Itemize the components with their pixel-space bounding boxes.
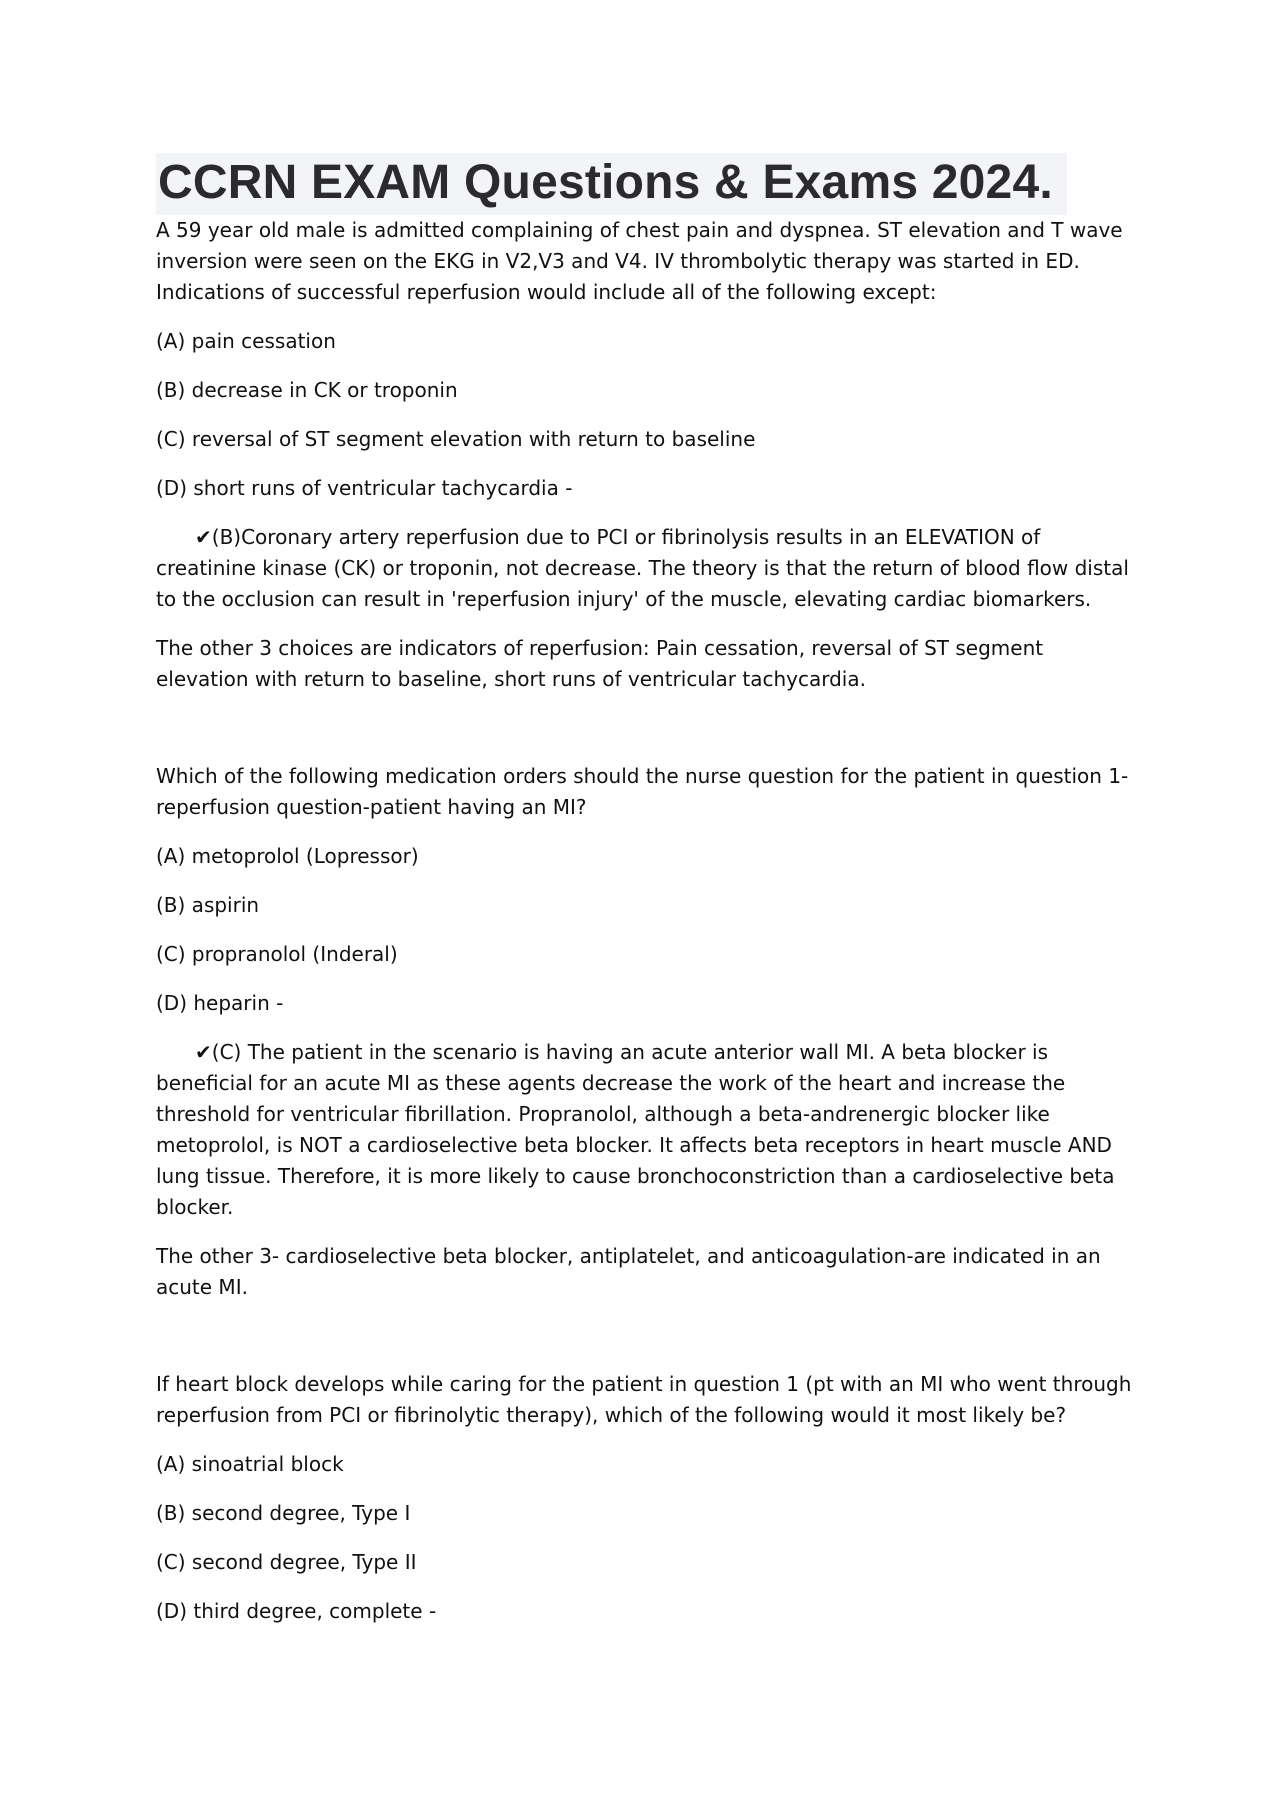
answer-option-a: (A) metoprolol (Lopressor) <box>156 844 419 868</box>
answer-rationale-text: (B)Coronary artery reperfusion due to PCI or fibrinolysis results in an ELEVATION of creatinine kinase (CK) or troponin, not decrease. The theory is that the return of blood flow distal to the occlusion can result in 'reperfusion injury' of the muscle, elevating cardiac biomarkers. <box>156 525 1129 611</box>
question-prompt: Which of the following medication orders should the nurse question for the patient in question 1- reperfusion question-patient having an MI? <box>156 764 1129 819</box>
question-3 <box>156 1369 1136 1627</box>
question-prompt: A 59 year old male is admitted complaining of chest pain and dyspnea. ST elevation and T wave inversion were seen on the EKG in V2,V3 and V4. IV thrombolytic therapy was started in ED. Indications of successful reperfusion would include all of the following except: <box>156 218 1123 304</box>
answer-option-a: (A) pain cessation <box>156 329 336 353</box>
section-spacer <box>156 1321 1136 1369</box>
question-2 <box>156 761 1136 1303</box>
document-title: CCRN EXAM Questions & Exams 2024. <box>156 153 1067 215</box>
answer-rationale-text: (C) The patient in the scenario is having an acute anterior wall MI. A beta blocker is beneficial for an acute MI as these agents decrease the work of the heart and increase the threshold for ventricular fibrillation. Propranolol, although a beta-andrenergic blocker like metoprolol, is NOT a cardioselective beta blocker. It affects beta receptors in heart muscle AND lung tissue. Therefore, it is more likely to cause bronchoconstriction than a cardioselective beta blocker. <box>156 1040 1115 1219</box>
answer-option-b: (B) decrease in CK or troponin <box>156 378 458 402</box>
answer-rationale <box>156 522 1136 615</box>
answer-explanation: The other 3 choices are indicators of reperfusion: Pain cessation, reversal of ST segment elevation with return to baseline, short runs of ventricular tachycardia. <box>156 636 1044 691</box>
question-prompt: If heart block develops while caring for the patient in question 1 (pt with an MI who went through reperfusion from PCI or fibrinolytic therapy), which of the following would it most likely be? <box>156 1372 1132 1427</box>
answer-option-b: (B) aspirin <box>156 893 260 917</box>
answer-option-d: (D) third degree, complete - <box>156 1599 437 1623</box>
answer-option-b: (B) second degree, Type I <box>156 1501 411 1525</box>
answer-option-d: (D) short runs of ventricular tachycardia - <box>156 476 573 500</box>
section-spacer <box>156 713 1136 761</box>
answer-option-c: (C) reversal of ST segment elevation with return to baseline <box>156 427 756 451</box>
answer-option-d: (D) heparin - <box>156 991 284 1015</box>
answer-explanation: The other 3- cardioselective beta blocker, antiplatelet, and anticoagulation-are indicated in an acute MI. <box>156 1244 1101 1299</box>
question-1 <box>156 215 1136 695</box>
checkmark-icon: ✔ <box>195 1040 212 1064</box>
checkmark-icon: ✔ <box>195 525 212 549</box>
answer-rationale <box>156 1037 1136 1223</box>
document-body <box>156 215 1136 1627</box>
answer-option-c: (C) propranolol (Inderal) <box>156 942 398 966</box>
document-page <box>156 153 1136 1645</box>
answer-option-a: (A) sinoatrial block <box>156 1452 344 1476</box>
answer-option-c: (C) second degree, Type II <box>156 1550 417 1574</box>
